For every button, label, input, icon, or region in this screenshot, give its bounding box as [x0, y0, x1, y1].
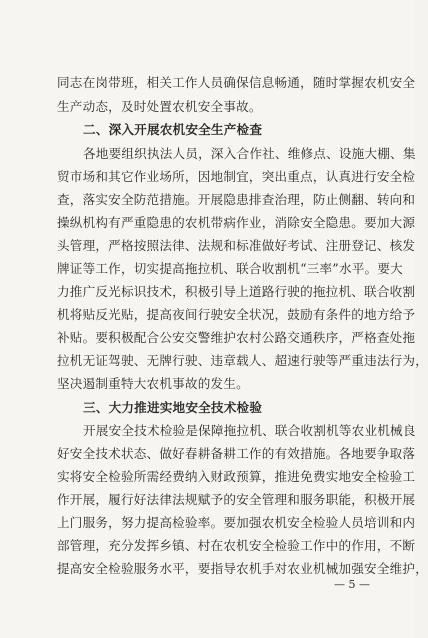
- page-number: — 5 —: [334, 578, 370, 591]
- body-line: 各地要组织执法人员，深入合作社、维修点、设施大棚、集: [83, 146, 416, 161]
- body-line: 补贴。要积极配合公安交警维护农村公路交通秩序，严格查处拖: [57, 330, 416, 345]
- body-line: 头管理，严格按照法律、法规和标准做好考试、注册登记、核发: [57, 238, 416, 253]
- body-line: 同志在岗带班，相关工作人员确保信息畅通，随时掌握农机安全: [57, 75, 416, 90]
- body-line: 力推广反光标识技术，积极引导上道路行驶的拖拉机、联合收割: [57, 284, 416, 299]
- section-heading-2: 二、深入开展农机安全生产检查: [83, 122, 263, 137]
- body-line: 部管理，充分发挥乡镇、村在农机安全检验工作中的作用，不断: [57, 538, 416, 553]
- body-line: 作开展，履行好法律法规赋予的安全管理和服务职能，积极开展: [57, 492, 416, 507]
- body-line: 好安全技术状态、做好春耕备耕工作的有效措施。各地要争取落: [57, 446, 416, 461]
- body-line: 开展安全技术检验是保障拖拉机、联合收割机等农业机械良: [83, 423, 416, 438]
- body-line: 机将贴反光贴，提高夜间行驶安全状况，鼓励有条件的地方给予: [57, 307, 416, 322]
- body-line: 上门服务，努力提高检验率。要加强农机安全检验人员培训和内: [57, 515, 416, 530]
- section-heading-3: 三、大力推进实地安全技术检验: [83, 400, 263, 415]
- body-line: 生产动态，及时处置农机安全事故。: [57, 99, 262, 114]
- body-line: 坚决遏制重特大农机事故的发生。: [57, 376, 249, 391]
- body-line: 实将安全检验所需经费纳入财政预算，推进免费实地安全检验工: [57, 469, 416, 484]
- body-line: 贸市场和其它作业场所，因地制宜，突出重点，认真进行安全检: [57, 169, 416, 184]
- body-line: 拉机无证驾驶、无牌行驶、违章载人、超速行驶等严重违法行为，: [57, 353, 428, 368]
- body-line: 提高安全检验服务水平，要指导农机手对农业机械加强安全维护，: [57, 561, 428, 576]
- body-line: 操纵机构有严重隐患的农机带病作业，消除安全隐患。要加大源: [57, 215, 416, 230]
- body-line: 查，落实安全防范措施。开展隐患排查治理，防止侧翻、转向和: [57, 192, 416, 207]
- body-line: 牌证等工作，切实提高拖拉机、联合收割机“三率”水平。要大: [57, 261, 403, 276]
